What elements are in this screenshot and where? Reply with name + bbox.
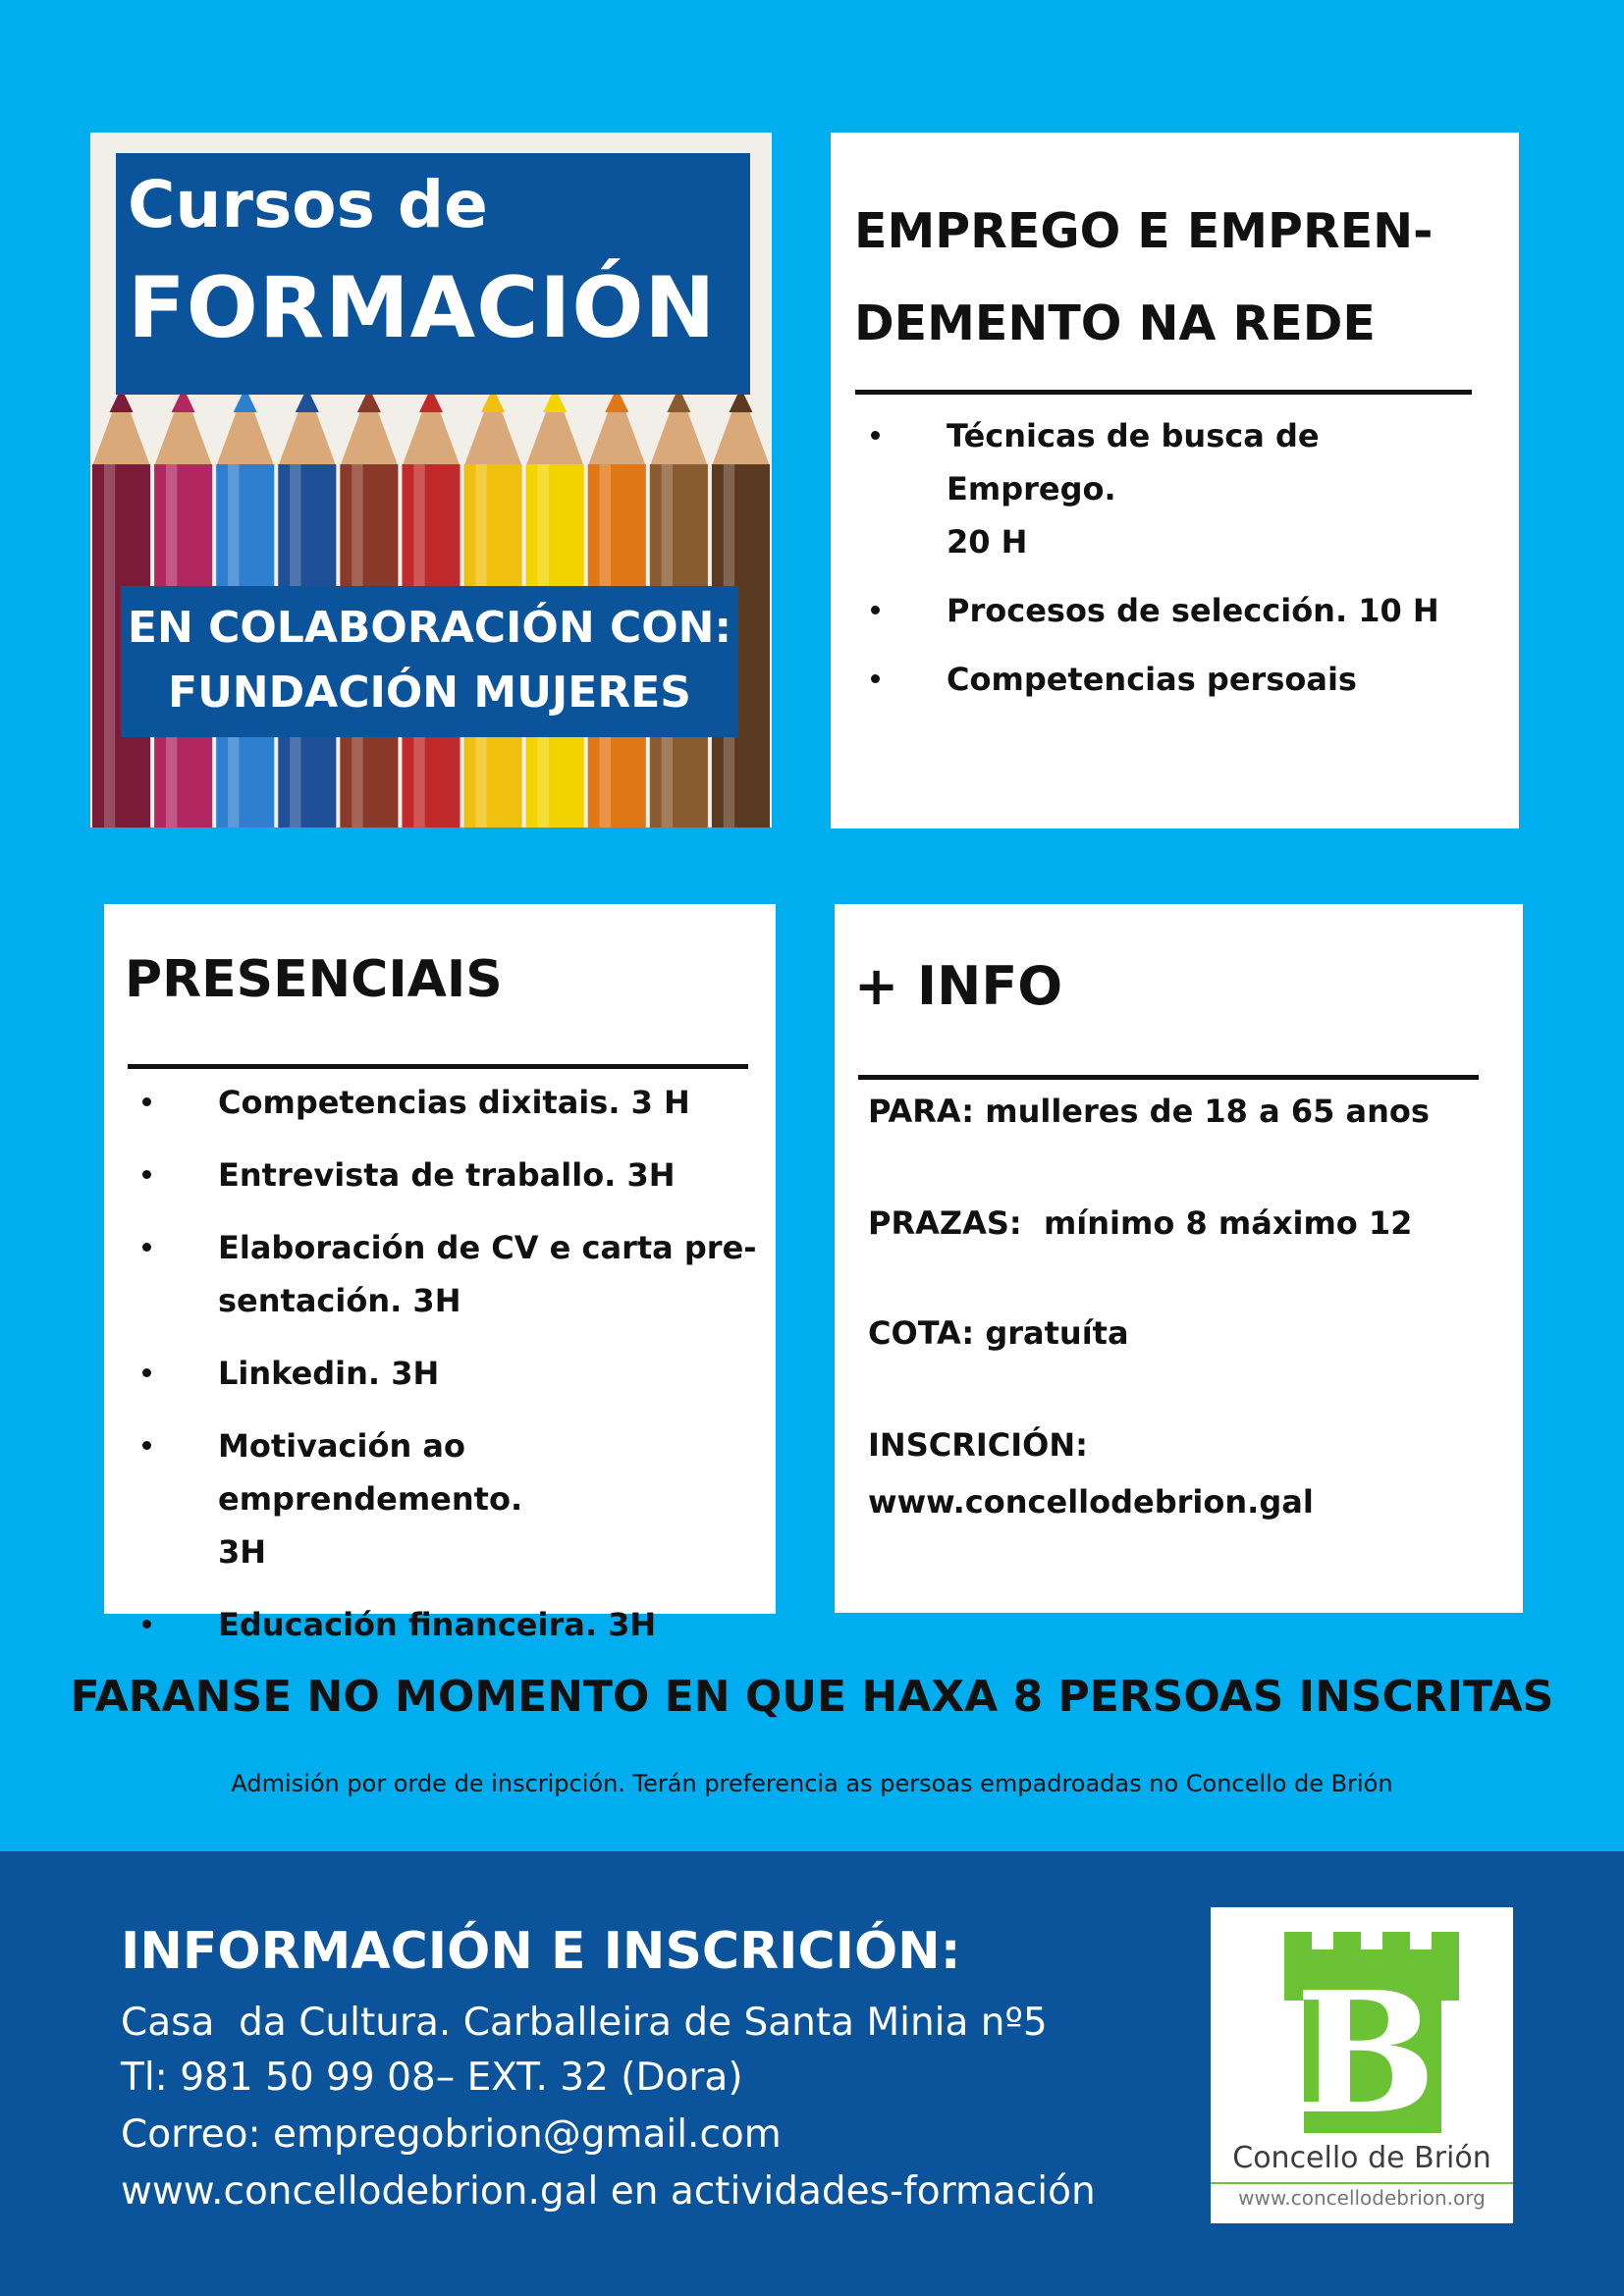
- card-info: [835, 904, 1523, 1613]
- collaboration-line1: EN COLABORACIÓN CON:: [127, 603, 732, 653]
- hero-banner: [90, 133, 772, 828]
- list-item: Competencias dixitais. 3 H: [137, 1076, 766, 1129]
- collaboration-box: [121, 586, 738, 737]
- list-item: Técnicas de busca de Emprego. 20 H: [866, 409, 1494, 568]
- list-item: Elaboración de CV e carta pre- sentación. 3H: [137, 1221, 766, 1327]
- list-item: Procesos de selección. 10 H: [866, 584, 1494, 637]
- info-para: PARA: mulleres de 18 a 65 anos: [868, 1093, 1430, 1130]
- card-emprego: [831, 133, 1519, 828]
- list-item: Educación financeira. 3H: [137, 1598, 766, 1651]
- info-prazas: PRAZAS: mínimo 8 máximo 12: [868, 1204, 1413, 1242]
- footer-web[interactable]: www.concellodebrion.gal en actividades-formación: [121, 2169, 1096, 2214]
- card-info-rule: [858, 1075, 1479, 1080]
- hero-title-line1: Cursos de: [128, 167, 488, 242]
- card-presenciais-title: PRESENCIAIS: [125, 950, 503, 1009]
- card-emprego-list: [866, 409, 1494, 725]
- footer-phone[interactable]: Tl: 981 50 99 08– EXT. 32 (Dora): [121, 2056, 743, 2100]
- logo-letter: B: [1295, 1955, 1436, 2133]
- card-presenciais-rule: [128, 1064, 748, 1069]
- footer-email[interactable]: Correo: empregobrion@gmail.com: [121, 2112, 782, 2157]
- list-item: Entrevista de traballo. 3H: [137, 1148, 766, 1201]
- logo-name: Concello de Brión: [1232, 2141, 1491, 2175]
- castle-tower-icon: [1211, 1907, 1513, 2133]
- concello-de-brion-logo: [1211, 1907, 1513, 2223]
- collaboration-line2: FUNDACIÓN MUJERES: [168, 667, 691, 718]
- list-item: Linkedin. 3H: [137, 1347, 766, 1400]
- info-cota: COTA: gratuíta: [868, 1314, 1129, 1352]
- hero-title-box: [116, 153, 750, 395]
- card-presenciais-list: [137, 1076, 766, 1671]
- logo-url: www.concellodebrion.org: [1211, 2182, 1513, 2210]
- card-presenciais: [104, 904, 776, 1643]
- notice-headline: FARANSE NO MOMENTO EN QUE HAXA 8 PERSOAS INSCRITAS: [70, 1672, 1554, 1722]
- list-item: Motivación ao emprendemento. 3H: [137, 1419, 766, 1578]
- info-inscricion-url[interactable]: www.concellodebrion.gal: [868, 1483, 1314, 1521]
- info-inscricion-label: INSCRICIÓN:: [868, 1426, 1088, 1464]
- hero-title-line2: FORMACIÓN: [128, 259, 717, 357]
- card-emprego-title: EMPREGO E EMPREN- DEMENTO NA REDE: [854, 203, 1434, 351]
- list-item: Competencias persoais: [866, 653, 1494, 706]
- footer-address: Casa da Cultura. Carballeira de Santa Minia nº5: [121, 2001, 1048, 2045]
- card-info-title: + INFO: [854, 955, 1063, 1017]
- footer-title: INFORMACIÓN E INSCRICIÓN:: [121, 1922, 961, 1981]
- card-emprego-rule: [855, 390, 1472, 395]
- notice-subline: Admisión por orde de inscripción. Terán preferencia as persoas empadroadas no Concello de Brión: [231, 1770, 1393, 1797]
